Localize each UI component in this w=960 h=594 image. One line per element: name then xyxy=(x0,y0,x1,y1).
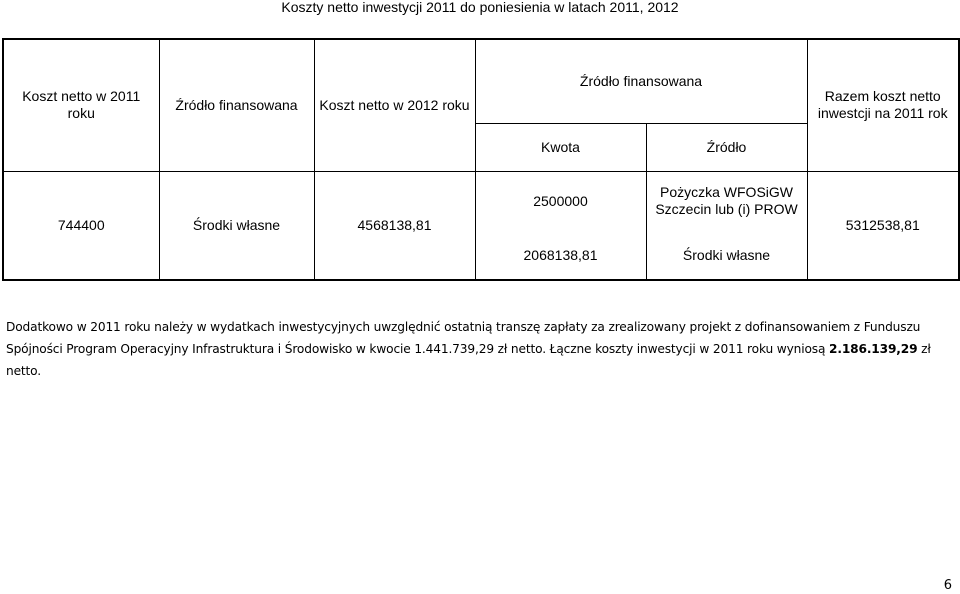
header-koszt-2011: Koszt netto w 2011 roku xyxy=(3,39,159,171)
cell-koszt-2011: 744400 xyxy=(3,171,159,280)
cell-kwota-1: 2500000 xyxy=(475,171,646,231)
note-paragraph xyxy=(6,316,951,382)
header-zrodlo-finansowana-group: Źródło finansowana xyxy=(475,39,807,123)
cell-koszt-2012: 4568138,81 xyxy=(314,171,475,280)
header-razem: Razem koszt netto inwestcji na 2011 rok xyxy=(807,39,959,171)
cell-kwota-2: 2068138,81 xyxy=(475,231,646,280)
note-text-after: zł netto. xyxy=(6,342,931,378)
header-koszt-2012: Koszt netto w 2012 roku xyxy=(314,39,475,171)
investment-cost-table xyxy=(2,38,960,281)
cell-razem: 5312538,81 xyxy=(807,171,959,280)
page-number: 6 xyxy=(943,578,952,593)
cell-zrodlo-1: Pożyczka WFOSiGW Szczecin lub (i) PROW xyxy=(646,171,807,231)
header-kwota: Kwota xyxy=(475,123,646,171)
note-bold-amount: 2.186.139,29 xyxy=(829,342,918,356)
cell-zrodlo-finansowana: Środki własne xyxy=(159,171,314,280)
page-title: Koszty netto inwestycji 2011 do poniesienia w latach 2011, 2012 xyxy=(281,0,679,15)
note-text-before: Dodatkowo w 2011 roku należy w wydatkach inwestycyjnych uwzględnić ostatnią transzę zapłaty za zrealizowany projekt z dofinansowaniem z Funduszu Spójności Program Operacyjny Infrastruktura i Środowisko w kwocie 1.441.739,29 zł netto. Łączne koszty inwestycji w 2011 roku wyniosą xyxy=(6,320,921,356)
cell-zrodlo-2: Środki własne xyxy=(646,231,807,280)
header-zrodlo: Źródło xyxy=(646,123,807,171)
header-zrodlo-finansowana: Źródło finansowana xyxy=(159,39,314,171)
